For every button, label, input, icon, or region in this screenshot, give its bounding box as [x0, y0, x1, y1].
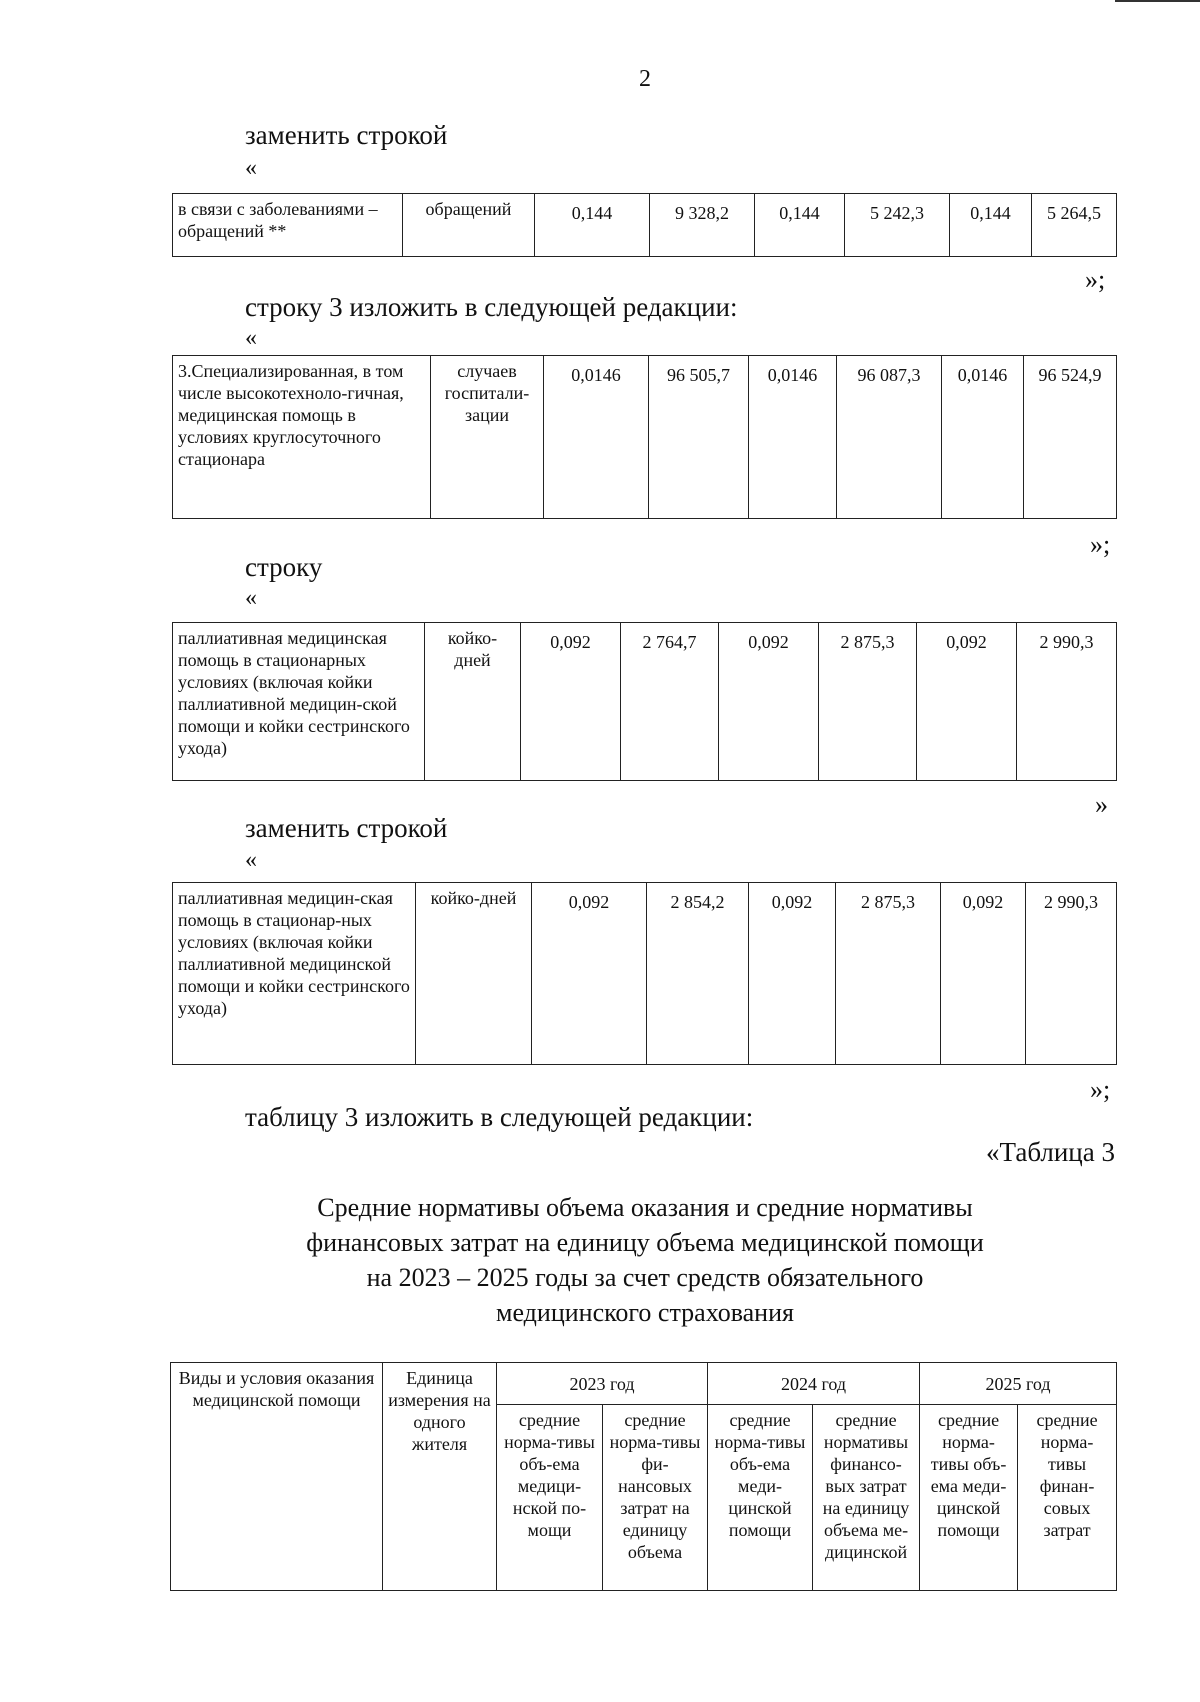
- value-cell: 96 524,9: [1024, 356, 1117, 519]
- value-cell: 2 875,3: [819, 623, 917, 781]
- unit-cell: койко-дней: [416, 883, 532, 1065]
- old-row-table: [172, 622, 1117, 781]
- close-quote: »;: [1090, 530, 1111, 559]
- table-title-line: финансовых затрат на единицу объема медицинской помощи: [306, 1228, 984, 1257]
- instruction-text: заменить строкой: [245, 120, 448, 150]
- open-quote: «: [245, 585, 257, 611]
- value-cell: 0,092: [532, 883, 647, 1065]
- replacement-row-table: [172, 193, 1117, 257]
- header-subcol: средние норма-тивы объ-ема медици-нской по-мощи: [497, 1405, 603, 1591]
- header-subcol: средние норма-тивы объ-ема меди-цинской помощи: [708, 1405, 813, 1591]
- row-name-cell: в связи с заболеваниями – обращений **: [173, 194, 403, 257]
- instruction-text: строку 3 изложить в следующей редакции:: [245, 292, 738, 322]
- row-name-cell: паллиативная медицин-ская помощь в стационар-ных условиях (включая койки паллиативной медицинской помощи и койки сестринского ухода): [173, 883, 416, 1065]
- value-cell: 2 854,2: [647, 883, 749, 1065]
- replacement-row-table: [172, 882, 1117, 1065]
- instruction-text: строку: [245, 552, 323, 582]
- table-title-line: Средние нормативы объема оказания и средние нормативы: [317, 1193, 973, 1222]
- value-cell: 0,0146: [942, 356, 1024, 519]
- value-cell: 96 087,3: [837, 356, 942, 519]
- table-3-header: [170, 1362, 1117, 1591]
- table-label: «Таблица 3: [986, 1137, 1115, 1167]
- unit-cell: койко-дней: [425, 623, 521, 781]
- value-cell: 0,0146: [544, 356, 649, 519]
- value-cell: 9 328,2: [650, 194, 755, 257]
- header-kind: Виды и условия оказания медицинской помощи: [171, 1363, 383, 1591]
- value-cell: 0,092: [941, 883, 1026, 1065]
- row-name-cell: паллиативная медицинская помощь в стационарных условиях (включая койки паллиативной медицин-ской помощи и койки сестринского ухода): [173, 623, 425, 781]
- row-name-cell: 3.Специализированная, в том числе высокотехноло-гичная, медицинская помощь в условиях круглосуточного стационара: [173, 356, 431, 519]
- value-cell: 2 990,3: [1017, 623, 1117, 781]
- table-title-line: на 2023 – 2025 годы за счет средств обязательного: [366, 1263, 924, 1292]
- close-quote: »;: [1090, 1075, 1111, 1104]
- value-cell: 0,144: [535, 194, 650, 257]
- table-title-line: медицинского страхования: [496, 1298, 794, 1327]
- open-quote: «: [245, 325, 257, 351]
- value-cell: 2 990,3: [1026, 883, 1117, 1065]
- page-number: 2: [639, 66, 651, 92]
- value-cell: 0,144: [755, 194, 845, 257]
- table-title: [0, 1190, 1200, 1330]
- header-unit: Единица измерения на одного жителя: [383, 1363, 497, 1591]
- value-cell: 96 505,7: [649, 356, 749, 519]
- instruction-text: заменить строкой: [245, 813, 448, 843]
- value-cell: 0,0146: [749, 356, 837, 519]
- header-subcol: средние норма-тивы фи-нансовых затрат на единицу объема: [603, 1405, 708, 1591]
- header-subcol: средние нормативы финансо-вых затрат на единицу объема ме-дицинской: [813, 1405, 920, 1591]
- value-cell: 0,092: [521, 623, 621, 781]
- header-year: 2023 год: [497, 1363, 708, 1405]
- open-quote: «: [245, 847, 257, 873]
- header-subcol: средние норма-тивы финан-совых затрат: [1018, 1405, 1117, 1591]
- value-cell: 2 875,3: [836, 883, 941, 1065]
- scan-edge-line: [1115, 0, 1200, 2]
- close-quote: »;: [1085, 265, 1106, 294]
- instruction-text: таблицу 3 изложить в следующей редакции:: [245, 1102, 754, 1132]
- open-quote: «: [245, 155, 257, 181]
- unit-cell: обращений: [403, 194, 535, 257]
- header-year: 2024 год: [708, 1363, 920, 1405]
- value-cell: 0,144: [950, 194, 1032, 257]
- value-cell: 0,092: [917, 623, 1017, 781]
- value-cell: 0,092: [749, 883, 836, 1065]
- header-year: 2025 год: [920, 1363, 1117, 1405]
- value-cell: 0,092: [719, 623, 819, 781]
- header-subcol: средние норма-тивы объ-ема меди-цинской помощи: [920, 1405, 1018, 1591]
- close-quote: »: [1095, 790, 1108, 819]
- value-cell: 5 264,5: [1032, 194, 1117, 257]
- replacement-row-table: [172, 355, 1117, 519]
- value-cell: 2 764,7: [621, 623, 719, 781]
- unit-cell: случаев госпитали-зации: [431, 356, 544, 519]
- value-cell: 5 242,3: [845, 194, 950, 257]
